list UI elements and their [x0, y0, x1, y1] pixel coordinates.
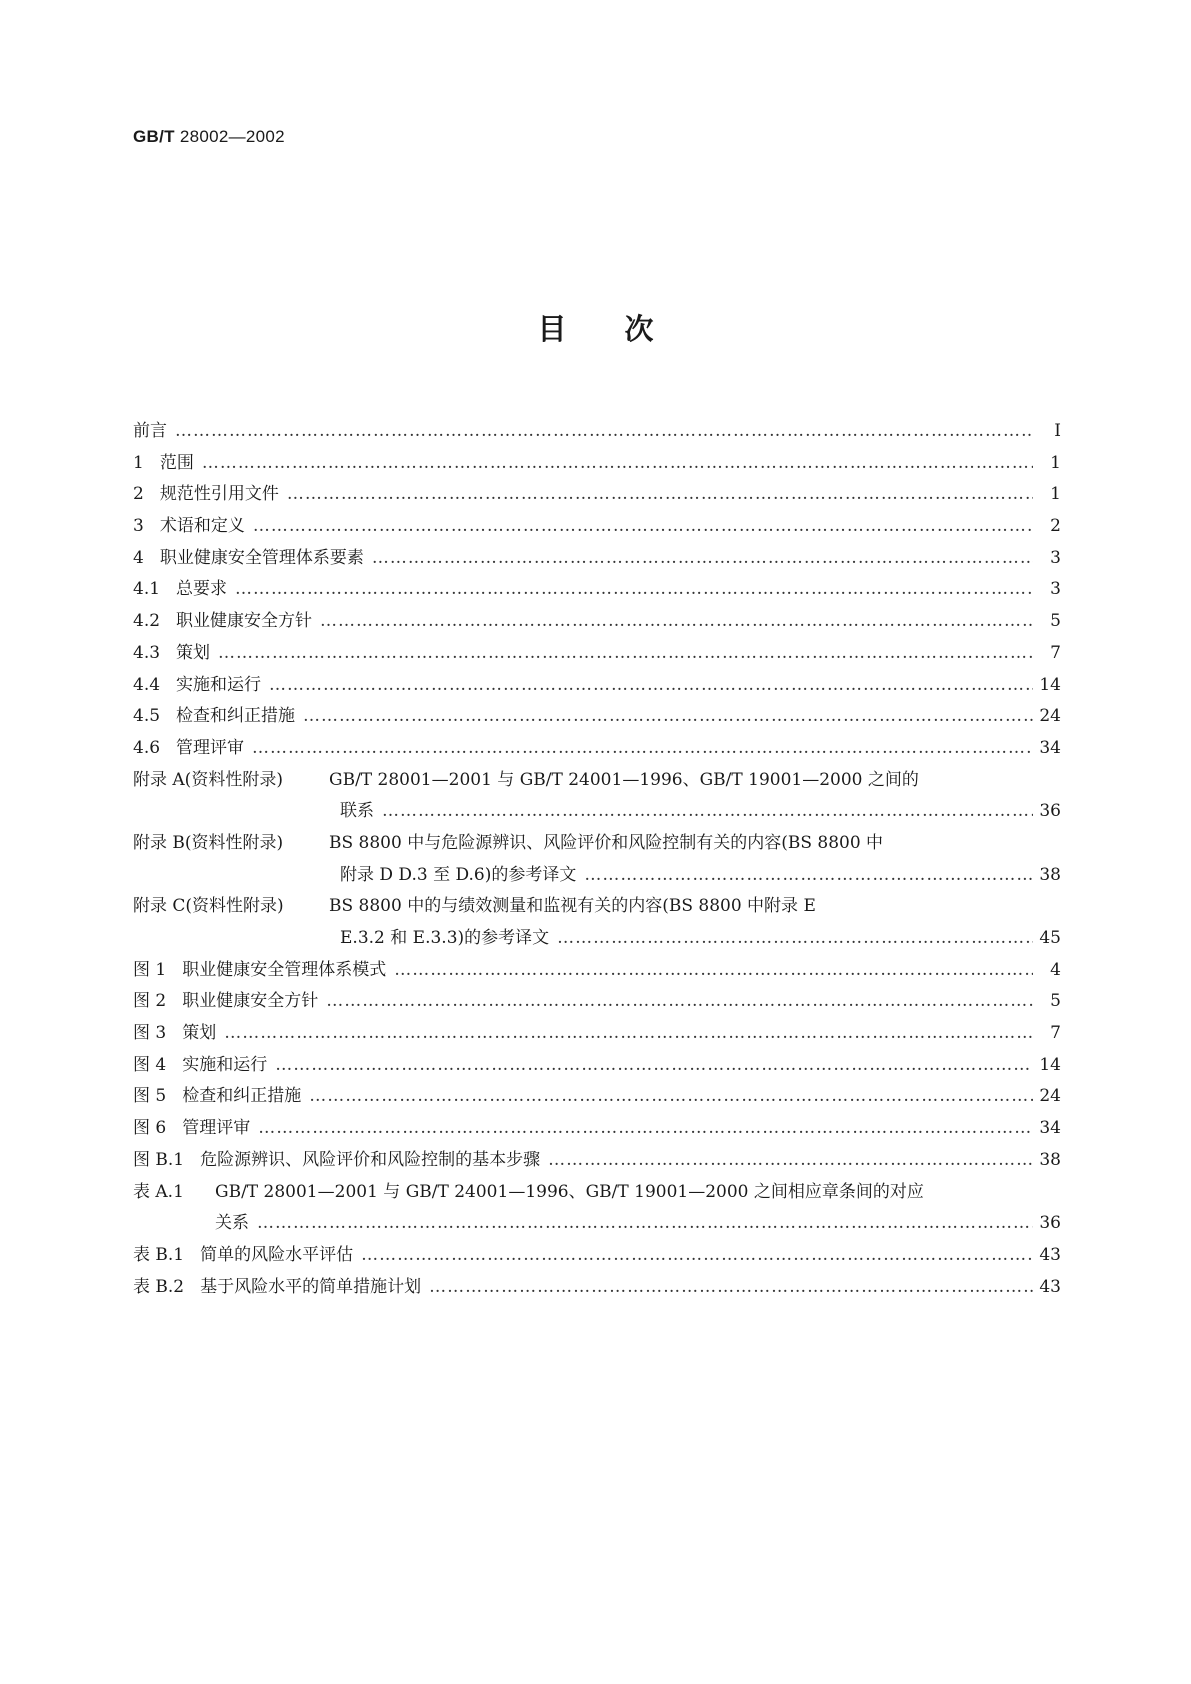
- toc-entry-label: 图 B.1 危险源辨识、风险评价和风险控制的基本步骤: [133, 1149, 541, 1170]
- toc-entry-label: 1 范围: [133, 452, 194, 473]
- dot-leader: [257, 1208, 1033, 1240]
- toc-entry-4-6[interactable]: [133, 733, 1061, 765]
- toc-entry-appendix-b[interactable]: [133, 828, 1061, 891]
- toc-entry-label-cont: 附录 D D.3 至 D.6)的参考译文: [340, 864, 577, 885]
- dot-leader: [253, 511, 1033, 543]
- toc-entry-table-b1[interactable]: [133, 1240, 1061, 1272]
- toc-entry-1[interactable]: [133, 448, 1061, 480]
- toc-entry-label: 4.3 策划: [133, 642, 211, 663]
- toc-entry-page: 34: [1039, 737, 1061, 758]
- toc-entry-preface[interactable]: [133, 416, 1061, 448]
- toc-entry-label: 图 3 策划: [133, 1023, 217, 1044]
- toc-entry-label: 图 2 职业健康安全方针: [133, 991, 319, 1012]
- toc-entry-label: 附录 B(资料性附录) BS 8800 中与危险源辨识、风险评价和风险控制有关的内容(BS 8800 中: [133, 828, 1061, 860]
- dot-leader: [394, 955, 1033, 987]
- toc-entry-label: 前言: [133, 421, 167, 441]
- toc-entry-label: 图 5 检查和纠正措施: [133, 1086, 302, 1107]
- dot-leader: [252, 733, 1033, 765]
- toc-entry-page: 1: [1050, 484, 1061, 505]
- table-head: 表 A.1: [133, 1181, 184, 1202]
- dot-leader: [326, 986, 1033, 1018]
- toc-entry-page: 24: [1039, 706, 1061, 727]
- toc-entry-page: 34: [1039, 1118, 1061, 1139]
- toc-entry-4-1[interactable]: [133, 574, 1061, 606]
- toc-entry-page: 7: [1050, 1023, 1061, 1044]
- toc-entry-page: 36: [1039, 801, 1061, 822]
- appendix-head: 附录 B(资料性附录): [133, 832, 284, 853]
- toc-entry-page: 36: [1039, 1213, 1061, 1234]
- toc-entry-page: 5: [1050, 611, 1061, 632]
- document-code-prefix: GB/T: [133, 127, 175, 146]
- toc-entry-page: 43: [1039, 1276, 1061, 1297]
- toc-entry-page: 45: [1039, 928, 1061, 948]
- toc-entry-figure-b1[interactable]: [133, 1145, 1061, 1177]
- dot-leader: [309, 1081, 1033, 1113]
- dot-leader: [275, 1050, 1033, 1082]
- toc-entry-label: 4 职业健康安全管理体系要素: [133, 547, 364, 568]
- toc-entry-label: 图 6 管理评审: [133, 1118, 251, 1139]
- toc-entry-3[interactable]: [133, 511, 1061, 543]
- table-of-contents: [133, 416, 1061, 1303]
- toc-entry-table-b2[interactable]: [133, 1272, 1061, 1304]
- toc-entry-label: 4.1 总要求: [133, 579, 228, 600]
- toc-entry-page: I: [1054, 421, 1061, 441]
- toc-entry-label: 4.2 职业健康安全方针: [133, 611, 313, 632]
- toc-entry-label: 4.6 管理评审: [133, 737, 245, 758]
- toc-entry-page: 1: [1050, 452, 1061, 473]
- toc-entry-appendix-a[interactable]: [133, 765, 1061, 828]
- dot-leader: [175, 416, 1033, 448]
- dot-leader: [372, 543, 1033, 575]
- toc-entry-label: 3 术语和定义: [133, 516, 245, 537]
- dot-leader: [258, 1113, 1033, 1145]
- dot-leader: [224, 1018, 1033, 1050]
- toc-entry-table-a1[interactable]: [133, 1177, 1061, 1240]
- toc-entry-label-cont: 关系: [215, 1213, 249, 1234]
- toc-entry-figure-3[interactable]: [133, 1018, 1061, 1050]
- toc-entry-label: 表 A.1 GB/T 28001—2001 与 GB/T 24001—1996、GB/T 19001—2000 之间相应章条间的对应: [133, 1177, 1061, 1209]
- toc-entry-page: 7: [1050, 642, 1061, 663]
- toc-entry-figure-1[interactable]: [133, 955, 1061, 987]
- toc-entry-label: 图 1 职业健康安全管理体系模式: [133, 959, 387, 980]
- toc-entry-figure-4[interactable]: [133, 1050, 1061, 1082]
- toc-entry-appendix-c[interactable]: [133, 891, 1061, 954]
- toc-entry-figure-6[interactable]: [133, 1113, 1061, 1145]
- dot-leader: [429, 1272, 1033, 1304]
- toc-entry-page: 14: [1039, 1054, 1061, 1075]
- toc-entry-label-cont: 联系: [340, 801, 374, 822]
- dot-leader: [361, 1240, 1033, 1272]
- toc-entry-label: 附录 C(资料性附录) BS 8800 中的与绩效测量和监视有关的内容(BS 8800 中附录 E: [133, 891, 1061, 923]
- toc-entry-4-2[interactable]: [133, 606, 1061, 638]
- dot-leader: [320, 606, 1033, 638]
- toc-entry-page: 5: [1050, 991, 1061, 1012]
- toc-entry-label: 2 规范性引用文件: [133, 484, 279, 505]
- document-code-number: 28002—2002: [179, 127, 285, 146]
- appendix-head: 附录 A(资料性附录): [133, 769, 283, 790]
- appendix-head: 附录 C(资料性附录): [133, 896, 284, 917]
- toc-entry-4-4[interactable]: [133, 670, 1061, 702]
- toc-entry-label: 4.5 检查和纠正措施: [133, 706, 296, 727]
- toc-entry-page: 2: [1050, 516, 1061, 537]
- dot-leader: [584, 860, 1033, 892]
- toc-entry-page: 38: [1039, 864, 1061, 885]
- dot-leader: [235, 574, 1033, 606]
- page-title: 目次: [537, 312, 712, 346]
- dot-leader: [218, 638, 1033, 670]
- toc-entry-page: 14: [1039, 674, 1061, 695]
- document-code: [133, 127, 285, 147]
- toc-entry-page: 43: [1039, 1244, 1061, 1265]
- toc-entry-page: 3: [1050, 579, 1061, 600]
- toc-entry-label: 图 4 实施和运行: [133, 1054, 268, 1075]
- dot-leader: [557, 923, 1033, 955]
- dot-leader: [303, 701, 1033, 733]
- toc-entry-label: 表 B.2 基于风险水平的简单措施计划: [133, 1276, 422, 1297]
- toc-entry-2[interactable]: [133, 479, 1061, 511]
- toc-entry-4-5[interactable]: [133, 701, 1061, 733]
- toc-entry-label: 附录 A(资料性附录) GB/T 28001—2001 与 GB/T 24001—1996、GB/T 19001—2000 之间的: [133, 765, 1061, 797]
- toc-entry-page: 38: [1039, 1149, 1061, 1170]
- toc-entry-label: 表 B.1 简单的风险水平评估: [133, 1244, 354, 1265]
- dot-leader: [269, 670, 1033, 702]
- dot-leader: [287, 479, 1033, 511]
- toc-entry-4-3[interactable]: [133, 638, 1061, 670]
- dot-leader: [202, 448, 1033, 480]
- dot-leader: [382, 796, 1033, 828]
- toc-entry-figure-5[interactable]: [133, 1081, 1061, 1113]
- dot-leader: [548, 1145, 1033, 1177]
- toc-entry-label: 4.4 实施和运行: [133, 674, 262, 695]
- toc-entry-figure-2[interactable]: [133, 986, 1061, 1018]
- toc-entry-page: 24: [1039, 1086, 1061, 1107]
- toc-entry-4[interactable]: [133, 543, 1061, 575]
- toc-entry-label-cont: E.3.2 和 E.3.3)的参考译文: [340, 928, 550, 948]
- toc-entry-page: 3: [1050, 547, 1061, 568]
- toc-entry-page: 4: [1050, 959, 1061, 980]
